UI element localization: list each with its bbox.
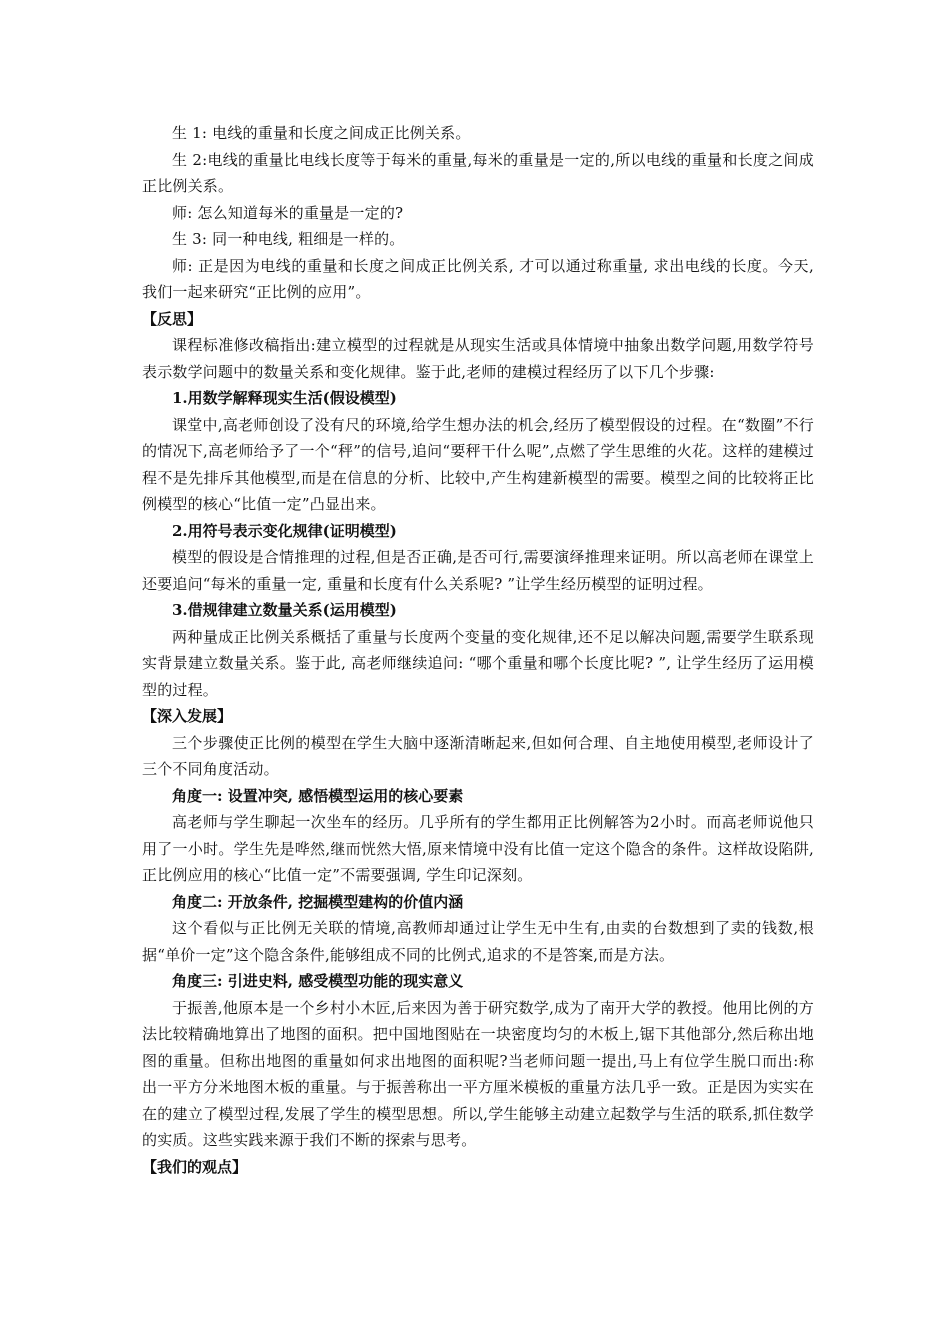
dialogue-line-3: 师: 怎么知道每米的重量是一定的? xyxy=(172,203,404,222)
step-3-body: 两种量成正比例关系概括了重量与长度两个变量的变化规律,还不足以解决问题,需要学生联系现实背景建立数量关系。鉴于此, 高老师继续追问: “哪个重量和哪个长度比呢? ”, 让学生经历了运用模型的过程。 xyxy=(142,627,814,699)
dialogue-line-5: 师: 正是因为电线的重量和长度之间成正比例关系, 才可以通过称重量, 求出电线的长度。今天, 我们一起来研究“正比例的应用”。 xyxy=(142,256,814,301)
angle-2-body: 这个看似与正比例无关联的情境,高教师却通过让学生无中生有,由卖的台数想到了卖的钱数,根据“单价一定”这个隐含条件,能够组成不同的比例式,追求的不是答案,而是方法。 xyxy=(142,919,814,964)
reflection-intro: 课程标准修改稿指出:建立模型的过程就是从现实生活或具体情境中抽象出数学问题,用数学符号表示数学问题中的数量关系和变化规律。鉴于此,老师的建模过程经历了以下几个步骤: xyxy=(142,336,814,381)
step-1-body: 课堂中,高老师创设了没有尺的环境,给学生想办法的机会,经历了模型假设的过程。在“数圈”不行的情况下,高老师给予了一个“秤”的信号,追问“要秤干什么呢”,点燃了学生思维的火花。这样的建模过程不是先排斥其他模型,而是在信息的分析、比较中,产生构建新模型的需要。模型之间的比较将正比例模型的核心“比值一定”凸显出来。 xyxy=(142,415,814,513)
dialogue-line-4: 生 3: 同一种电线, 粗细是一样的。 xyxy=(172,230,405,248)
angle-3-body: 于振善,他原本是一个乡村小木匠,后来因为善于研究数学,成为了南开大学的教授。他用比例的方法比较精确地算出了地图的面积。把中国地图贴在一块密度均匀的木板上,锯下其他部分,然后称出地图的重量。但称出地图的重量如何求出地图的面积呢?当老师问题一提出,马上有位学生脱口而出:称出一平方分米地图木板的重量。与于振善称出一平方厘米模板的重量方法几乎一致。正是因为实实在在的建立了模型过程,发展了学生的模型思想。所以,学生能够主动建立起数学与生活的联系,抓住数学的实质。这些实践来源于我们不断的探索与思考。 xyxy=(142,998,814,1149)
document-page xyxy=(142,120,814,1180)
viewpoint-heading: 【我们的观点】 xyxy=(142,1157,248,1176)
step-2-body: 模型的假设是合情推理的过程,但是否正确,是否可行,需要演绎推理来证明。所以高老师在课堂上还要追问“每米的重量一定, 重量和长度有什么关系呢? ”让学生经历模型的证明过程。 xyxy=(142,548,814,593)
dialogue-line-1: 生 1: 电线的重量和长度之间成正比例关系。 xyxy=(172,124,471,142)
angle-1-body: 高老师与学生聊起一次坐车的经历。几乎所有的学生都用正比例解答为2小时。而高老师说他只用了一小时。学生先是哗然,继而恍然大悟,原来情境中没有比值一定这个隐含的条件。这样故设陷阱, 正比例应用的核心“比值一定”不需要强调, 学生印记深刻。 xyxy=(142,813,814,884)
dialogue-line-2: 生 2:电线的重量比电线长度等于每米的重量,每米的重量是一定的,所以电线的重量和长度之间成正比例关系。 xyxy=(142,150,814,195)
development-intro: 三个步骤使正比例的模型在学生大脑中逐渐清晰起来,但如何合理、自主地使用模型,老师设计了三个不同角度活动。 xyxy=(142,733,814,778)
reflection-heading: 【反思】 xyxy=(142,309,203,328)
angle-3-title: 角度三: 引进史料, 感受模型功能的现实意义 xyxy=(172,972,464,990)
step-3-title: 3.借规律建立数量关系(运用模型) xyxy=(172,601,397,619)
angle-1-title: 角度一: 设置冲突, 感悟模型运用的核心要素 xyxy=(172,786,464,805)
step-1-title: 1.用数学解释现实生活(假设模型) xyxy=(172,389,397,407)
step-2-title: 2.用符号表示变化规律(证明模型) xyxy=(172,521,397,540)
development-heading: 【深入发展】 xyxy=(142,707,233,725)
angle-2-title: 角度二: 开放条件, 挖掘模型建构的价值内涵 xyxy=(172,892,464,911)
